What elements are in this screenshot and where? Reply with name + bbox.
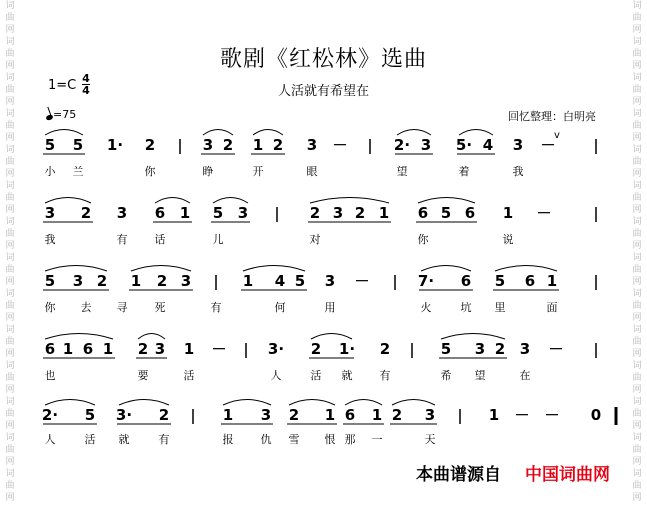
score-note: 2 — [309, 204, 321, 222]
watermark-char: 网 — [632, 421, 642, 431]
score-note: 1 — [252, 136, 264, 154]
lyric-char: 雪 — [288, 433, 300, 446]
song-subtitle: 人活就有希望在 — [277, 84, 369, 99]
score-note: 2 — [222, 136, 234, 154]
watermark-char: 曲 — [632, 409, 642, 419]
score-note: 6 — [464, 204, 476, 222]
watermark-char: 网 — [632, 277, 642, 287]
score-note: 1 — [371, 406, 383, 424]
watermark-char: 词 — [632, 217, 642, 227]
score-note: － — [544, 406, 560, 424]
watermark-char: 曲 — [5, 85, 15, 95]
score-note: 2 — [310, 340, 322, 358]
score-note: 3 — [306, 136, 318, 154]
slur — [253, 130, 283, 136]
watermark-char: 词 — [5, 37, 15, 47]
watermark-char: 曲 — [632, 157, 642, 167]
lyric-char: 坑 — [460, 301, 472, 314]
score-note: 1 — [502, 204, 514, 222]
lyric-char: 你 — [44, 301, 56, 314]
watermark-char: 词 — [5, 289, 15, 299]
watermark-char: 词 — [5, 73, 15, 83]
score-note: 1· — [338, 340, 356, 358]
watermark-char: 网 — [632, 349, 642, 359]
watermark-char: 网 — [632, 205, 642, 215]
lyric-char: 对 — [309, 233, 321, 246]
lyric-char: 火 — [420, 301, 432, 314]
watermark-char: 曲 — [5, 193, 15, 203]
watermark-char: 词 — [632, 181, 642, 191]
watermark-char: 词 — [5, 109, 15, 119]
score-note: 3 — [180, 272, 192, 290]
watermark-char: 词 — [632, 73, 642, 83]
score-note: 3 — [260, 406, 272, 424]
watermark-char: 词 — [5, 397, 15, 407]
watermark-char: 词 — [632, 37, 642, 47]
lyric-char: 有 — [116, 233, 128, 246]
lyric-char: 眼 — [306, 165, 318, 178]
lyric-char: 儿 — [212, 233, 224, 246]
watermark-char: 网 — [632, 457, 642, 467]
score-note: 5 — [440, 340, 452, 358]
watermark-char: 曲 — [5, 337, 15, 347]
time-signature-bottom: 4 — [82, 84, 90, 97]
watermark-char: 曲 — [5, 265, 15, 275]
watermark-char: 网 — [5, 349, 15, 359]
lyric-char: 也 — [44, 369, 56, 382]
song-title: 歌剧《红松林》选曲 — [219, 47, 427, 72]
watermark-char: 网 — [5, 97, 15, 107]
watermark-char: 词 — [632, 253, 642, 263]
lyric-char: 活 — [183, 369, 195, 382]
score-note: 3 — [44, 204, 56, 222]
lyric-char: 就 — [118, 433, 130, 446]
watermark-char: 网 — [5, 25, 15, 35]
slur — [131, 266, 191, 272]
breath-mark: v — [554, 130, 560, 141]
score-note: 1 — [62, 340, 74, 358]
watermark-char: 网 — [632, 97, 642, 107]
score-note: 5 — [44, 272, 56, 290]
lyric-char: 要 — [137, 369, 149, 382]
slur — [155, 198, 190, 204]
watermark-char: 曲 — [5, 13, 15, 23]
watermark-char: 词 — [5, 433, 15, 443]
score-note: 6 — [154, 204, 166, 222]
score-note: 3· — [267, 340, 285, 358]
lyric-char: 望 — [474, 369, 486, 382]
lyric-char: 人 — [44, 433, 56, 446]
lyric-char: 面 — [546, 301, 558, 314]
watermark-char: 词 — [5, 181, 15, 191]
watermark-char: 曲 — [632, 13, 642, 23]
score-note: － — [211, 340, 227, 358]
score-note: 1 — [242, 272, 254, 290]
lyric-char: 一 — [371, 433, 383, 446]
watermark-char: 词 — [5, 217, 15, 227]
score-note: 2· — [393, 136, 411, 154]
slur — [397, 130, 431, 136]
slur — [392, 400, 435, 406]
watermark-char: 词 — [5, 145, 15, 155]
watermark-char: 曲 — [632, 373, 642, 383]
slur — [45, 334, 113, 340]
score-note: 2 — [272, 136, 284, 154]
score-note: － — [514, 406, 530, 424]
score-note: 1 — [222, 406, 234, 424]
watermark-char: 词 — [632, 469, 642, 479]
score-note: 2 — [379, 340, 391, 358]
watermark-char: 词 — [632, 433, 642, 443]
score-note: 3 — [202, 136, 214, 154]
lyric-char: 活 — [84, 433, 96, 446]
slur — [45, 130, 83, 136]
score-note: 1 — [546, 272, 558, 290]
watermark-char: 曲 — [632, 85, 642, 95]
score-note: 5 — [84, 406, 96, 424]
watermark-char: 网 — [632, 61, 642, 71]
watermark-char: 词 — [5, 469, 15, 479]
score-note: 1 — [102, 340, 114, 358]
watermark-char: 词 — [5, 325, 15, 335]
watermark-char: 词 — [632, 109, 642, 119]
watermark-char: 网 — [632, 385, 642, 395]
watermark-char: 曲 — [632, 481, 642, 491]
score-note: 2 — [80, 204, 92, 222]
watermark-char: 网 — [632, 313, 642, 323]
score-note: 5 — [44, 136, 56, 154]
score-note: 3· — [115, 406, 133, 424]
watermark-char: 网 — [5, 385, 15, 395]
watermark-char: 网 — [632, 25, 642, 35]
score-note: 6 — [524, 272, 536, 290]
watermark-char: 曲 — [632, 445, 642, 455]
score-note: 2 — [354, 204, 366, 222]
lyric-char: 有 — [158, 433, 170, 446]
time-signature-top: 4 — [82, 72, 90, 85]
score-note: 1 — [324, 406, 336, 424]
watermark-char: 曲 — [632, 49, 642, 59]
watermark-char: 曲 — [632, 301, 642, 311]
watermark-char: 曲 — [5, 481, 15, 491]
score-note: 3 — [424, 406, 436, 424]
watermark-char: 网 — [632, 133, 642, 143]
lyric-char: 睁 — [202, 165, 214, 178]
watermark-char: 曲 — [5, 373, 15, 383]
watermark-char: 词 — [5, 1, 15, 11]
watermark-char: 网 — [5, 277, 15, 287]
slur — [421, 266, 471, 272]
score-note: 3 — [154, 340, 166, 358]
score-note: 3 — [72, 272, 84, 290]
watermark-char: 词 — [632, 1, 642, 11]
score-note: 4 — [274, 272, 286, 290]
slur — [45, 198, 91, 204]
lyric-char: 兰 — [72, 165, 84, 178]
lyric-char: 你 — [144, 165, 156, 178]
lyric-char: 说 — [502, 233, 514, 246]
score-note: 6 — [417, 204, 429, 222]
score-note: 2 — [288, 406, 300, 424]
watermark-char: 词 — [632, 361, 642, 371]
score-note: 6 — [344, 406, 356, 424]
score-note: － — [548, 340, 564, 358]
watermark-char: 词 — [632, 325, 642, 335]
slur — [138, 334, 165, 340]
score-note: 2 — [494, 340, 506, 358]
lyric-char: 望 — [396, 165, 408, 178]
lyric-char: 仇 — [260, 433, 272, 446]
score-note: 6 — [460, 272, 472, 290]
slur — [311, 334, 352, 340]
watermark-char: 曲 — [5, 409, 15, 419]
score-note: 3 — [519, 340, 531, 358]
footer-source-label: 本曲谱源自 — [416, 465, 501, 485]
watermark-char: 网 — [5, 61, 15, 71]
score-note: 5 — [72, 136, 84, 154]
score-note: 6 — [82, 340, 94, 358]
lyric-char: 开 — [252, 165, 264, 178]
slur — [345, 400, 382, 406]
score-note: 3 — [237, 204, 249, 222]
score-note: 3 — [324, 272, 336, 290]
score-note: 5 — [294, 272, 306, 290]
watermark-char: 网 — [5, 205, 15, 215]
score-note: 2 — [158, 406, 170, 424]
score-note: 5 — [494, 272, 506, 290]
slur — [441, 334, 505, 340]
lyric-char: 用 — [324, 301, 336, 314]
score-note: 3 — [420, 136, 432, 154]
slur — [418, 198, 475, 204]
lyric-char: 报 — [222, 433, 234, 446]
score-note: 2 — [137, 340, 149, 358]
lyric-char: 希 — [440, 369, 452, 382]
watermark-char: 曲 — [5, 49, 15, 59]
watermark-char: 网 — [5, 457, 15, 467]
score-note: 5 — [440, 204, 452, 222]
score-note: 1· — [106, 136, 124, 154]
lyric-char: 恨 — [324, 433, 336, 446]
score-note: 1 — [488, 406, 500, 424]
slur — [459, 130, 493, 136]
score-note: 1 — [378, 204, 390, 222]
lyric-char: 去 — [80, 301, 92, 314]
watermark-char: 曲 — [5, 121, 15, 131]
watermark-char: 网 — [5, 133, 15, 143]
slur — [45, 400, 95, 406]
watermark-char: 曲 — [632, 265, 642, 275]
lyric-char: 话 — [154, 233, 166, 246]
watermark-char: 曲 — [5, 157, 15, 167]
lyric-char: 在 — [519, 369, 531, 382]
watermark-char: 网 — [5, 313, 15, 323]
watermark-char: 网 — [5, 493, 15, 503]
score-note: 3 — [116, 204, 128, 222]
tempo-value: =75 — [53, 108, 77, 121]
watermark-char: 网 — [5, 169, 15, 179]
watermark-char: 词 — [5, 361, 15, 371]
score-note: 0 — [590, 406, 602, 424]
score-note: 2 — [96, 272, 108, 290]
slur — [243, 266, 305, 272]
score-note: 2· — [41, 406, 59, 424]
lyric-char: 死 — [154, 301, 166, 314]
lyric-char: 人 — [270, 369, 282, 382]
watermark-char: 网 — [632, 169, 642, 179]
score-note: － — [332, 136, 348, 154]
score-note: 7· — [417, 272, 435, 290]
slur — [203, 130, 233, 136]
watermark-char: 词 — [632, 145, 642, 155]
score-note: 2 — [156, 272, 168, 290]
score-note: － — [536, 204, 552, 222]
lyric-char: 着 — [458, 165, 470, 178]
lyric-char: 有 — [210, 301, 222, 314]
score-note: 3 — [512, 136, 524, 154]
slur — [495, 266, 557, 272]
score-note: 2 — [391, 406, 403, 424]
lyric-char: 何 — [274, 301, 286, 314]
watermark-char: 曲 — [632, 121, 642, 131]
key-signature: 1=C — [48, 78, 77, 93]
watermark-char: 网 — [5, 241, 15, 251]
slur — [213, 198, 248, 204]
watermark-char: 网 — [632, 241, 642, 251]
watermark-char: 网 — [5, 421, 15, 431]
lyric-char: 你 — [417, 233, 429, 246]
lyric-char: 天 — [424, 433, 436, 446]
slur — [310, 198, 389, 204]
lyric-char: 里 — [494, 301, 506, 314]
lyric-char: 活 — [310, 369, 322, 382]
lyric-char: 就 — [341, 369, 353, 382]
watermark-char: 词 — [632, 397, 642, 407]
watermark-char: 词 — [632, 289, 642, 299]
score-note: 4 — [482, 136, 494, 154]
footer-site-link[interactable]: 中国词曲网 — [525, 465, 610, 485]
watermark-char: 曲 — [5, 229, 15, 239]
watermark-char: 曲 — [632, 337, 642, 347]
lyric-char: 那 — [344, 433, 356, 446]
watermark-char: 曲 — [5, 445, 15, 455]
watermark-char: 曲 — [632, 193, 642, 203]
score-note: － — [540, 136, 556, 154]
slur — [223, 400, 271, 406]
lyric-char: 有 — [379, 369, 391, 382]
score-note: 3 — [332, 204, 344, 222]
score-note: 1 — [179, 204, 191, 222]
lyric-char: 寻 — [116, 301, 128, 314]
score-note: 3 — [474, 340, 486, 358]
score-note: 5 — [212, 204, 224, 222]
score-note: 5· — [455, 136, 473, 154]
watermark-char: 词 — [5, 253, 15, 263]
slur — [289, 400, 335, 406]
slur — [45, 266, 107, 272]
score-note: 6 — [44, 340, 56, 358]
watermark-char: 曲 — [5, 301, 15, 311]
score-note: 1 — [130, 272, 142, 290]
arranger-credit: 回忆整理：白明亮 — [508, 110, 596, 123]
lyric-char: 小 — [44, 165, 56, 178]
watermark-char: 网 — [632, 493, 642, 503]
score-note: 2 — [144, 136, 156, 154]
watermark-char: 曲 — [632, 229, 642, 239]
score-note: － — [354, 272, 370, 290]
lyric-char: 我 — [512, 165, 524, 178]
score-note: 1 — [183, 340, 195, 358]
slur — [119, 400, 169, 406]
lyric-char: 我 — [44, 233, 56, 246]
